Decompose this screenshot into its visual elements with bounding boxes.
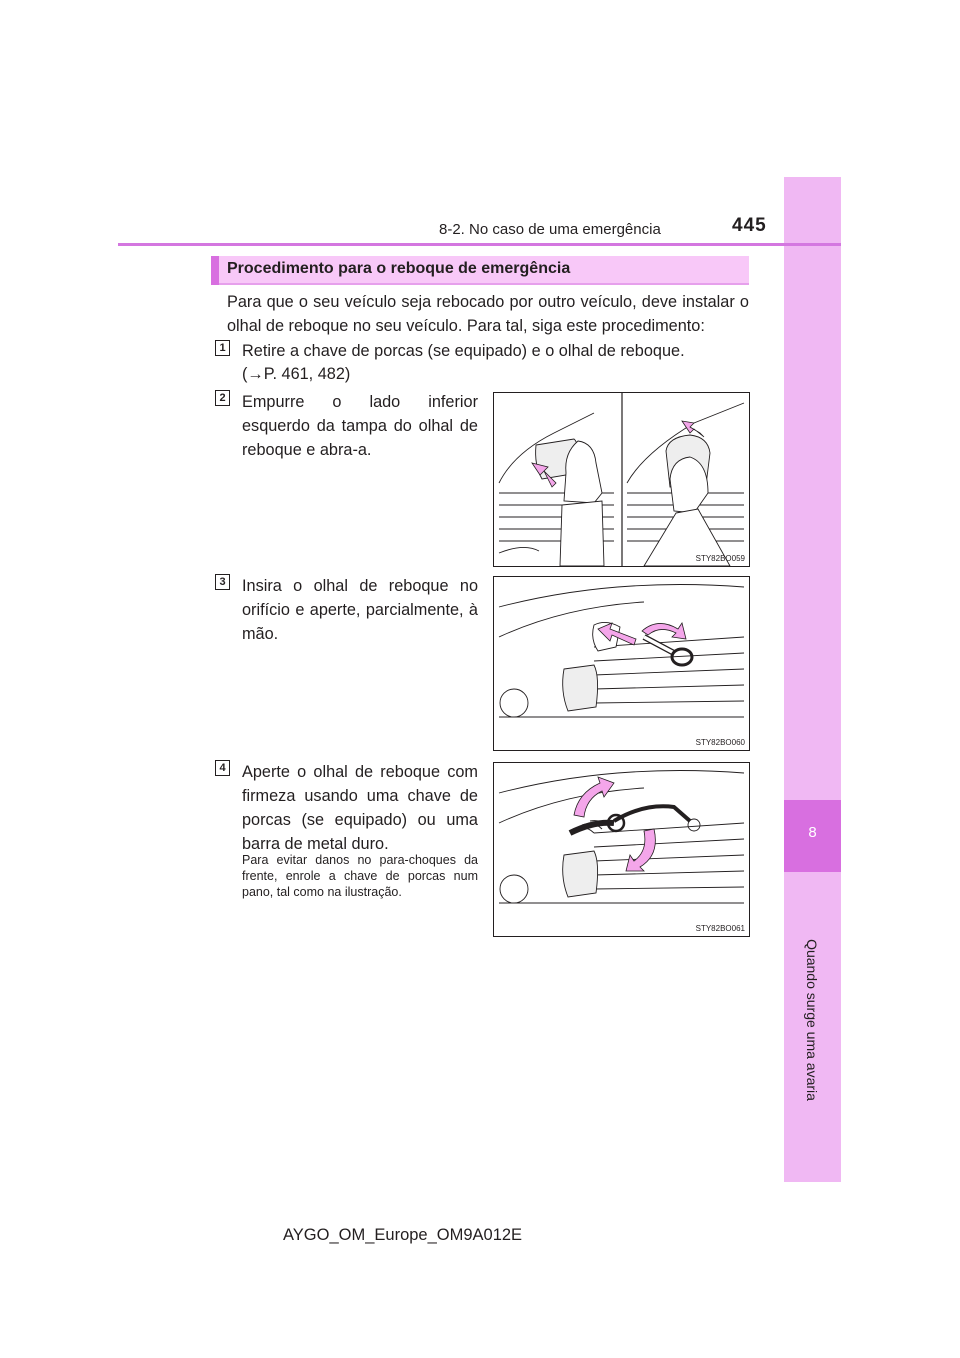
- step-2-text: Empurre o lado inferior esquerdo da tampa do olhal de reboque e abra-a.: [242, 393, 478, 459]
- header-rule: [118, 243, 841, 246]
- section-heading-accent: [211, 256, 219, 285]
- figure-code-061: STY82BO061: [695, 924, 745, 933]
- step-number-1: 1: [215, 340, 230, 356]
- illustration-insert-eye: [494, 577, 749, 750]
- step-3-text: Insira o olhal de reboque no orifício e aperte, parcialmente, à mão.: [242, 577, 478, 643]
- illustration-tighten-eye: [494, 763, 749, 936]
- step-4-note: Para evitar danos no para-choques da frente, enrole a chave de porcas num pano, tal como na ilustração.: [242, 853, 478, 899]
- chapter-title: Quando surge uma avaria: [804, 939, 820, 1101]
- illustration-cover-opening: [494, 393, 749, 566]
- step-4-text: Aperte o olhal de reboque com firmeza usando uma chave de porcas (se equipado) ou uma barra de metal duro.: [242, 763, 478, 853]
- header-section-title: 8-2. No caso de uma emergência: [439, 221, 661, 238]
- figure-code-059: STY82BO059: [695, 554, 745, 563]
- step-1-text: Retire a chave de porcas (se equipado) e o olhal de reboque.: [242, 342, 685, 360]
- chapter-number: 8: [808, 824, 817, 841]
- section-heading: Procedimento para o reboque de emergência: [227, 260, 571, 277]
- figure-open-tow-eye-cover: [493, 392, 750, 567]
- intro-paragraph: Para que o seu veículo seja rebocado por outro veículo, deve instalar o olhal de reboque no seu veículo. Para tal, siga este procedimento:: [227, 293, 749, 335]
- step-1-reference: (→P. 461, 482): [242, 365, 351, 383]
- step-number-2: 2: [215, 390, 230, 406]
- figure-code-060: STY82BO060: [695, 738, 745, 747]
- step-number-4: 4: [215, 760, 230, 776]
- footer-document-code: AYGO_OM_Europe_OM9A012E: [283, 1226, 523, 1244]
- step-number-3: 3: [215, 574, 230, 590]
- page-number: 445: [732, 215, 767, 236]
- figure-insert-tow-eye: [493, 576, 750, 751]
- figure-tighten-tow-eye: [493, 762, 750, 937]
